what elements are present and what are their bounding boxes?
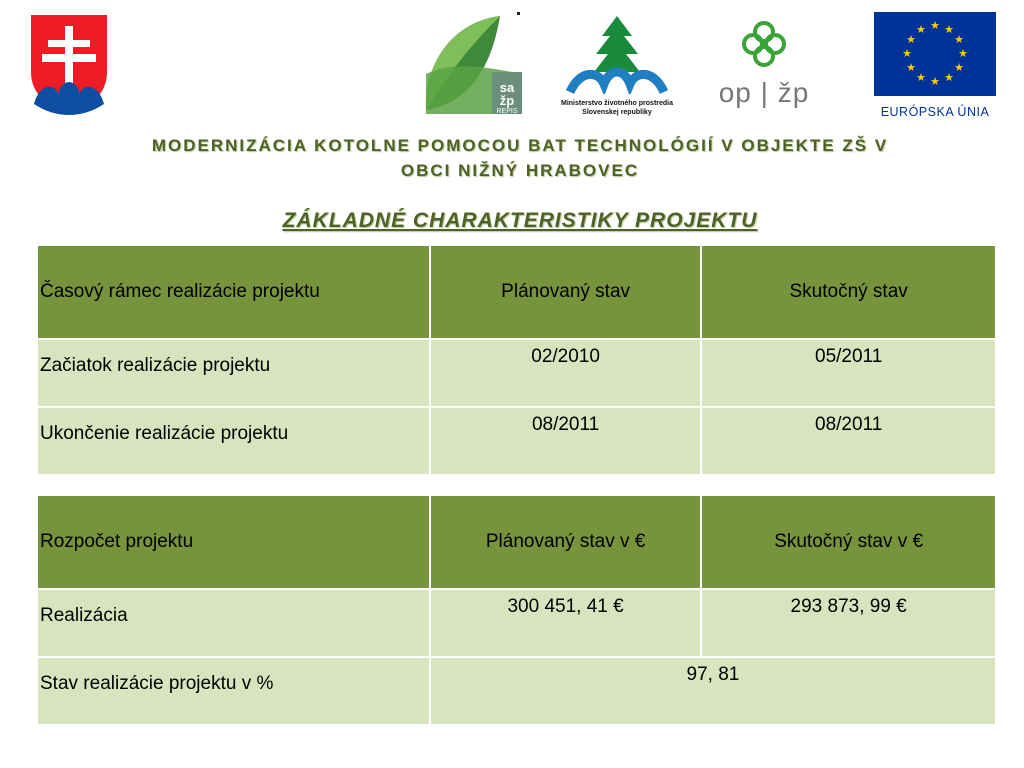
svg-text:★: ★ — [958, 47, 968, 60]
opzp-logo — [700, 20, 828, 110]
planned-value: 08/2011 — [430, 407, 701, 475]
clover-icon — [700, 20, 828, 72]
ministry-tree-icon — [558, 14, 676, 94]
header-cell: Plánovaný stav v € — [430, 495, 701, 589]
svg-text:★: ★ — [944, 23, 954, 36]
ministry-logo — [558, 14, 676, 114]
row-label: Ukončenie realizácie projektu — [37, 407, 430, 475]
decorative-dot — [517, 12, 520, 15]
actual-value: 293 873, 99 € — [701, 589, 996, 657]
svg-text:★: ★ — [930, 19, 940, 32]
svg-text:★: ★ — [916, 23, 926, 36]
svg-text:★: ★ — [954, 33, 964, 46]
page-title — [60, 133, 980, 183]
svg-text:žp: žp — [499, 93, 515, 108]
table-row — [37, 589, 996, 657]
row-label: Stav realizácie projektu v % — [37, 657, 430, 725]
table-header-row — [37, 495, 996, 589]
planned-value: 300 451, 41 € — [430, 589, 701, 657]
table-row — [37, 339, 996, 407]
table-header-row — [37, 245, 996, 339]
completion-percent: 97, 81 — [430, 657, 996, 725]
svg-text:★: ★ — [906, 33, 916, 46]
header-cell: Skutočný stav — [701, 245, 996, 339]
actual-value: 08/2011 — [701, 407, 996, 475]
svg-text:★: ★ — [916, 71, 926, 84]
header-cell: Plánovaný stav — [430, 245, 701, 339]
ministry-name-line1: Ministerstvo životného prostredia — [560, 100, 674, 107]
planned-value: 02/2010 — [430, 339, 701, 407]
ministry-name-line2: Slovenskej republiky — [582, 109, 652, 116]
svg-text:★: ★ — [902, 47, 912, 60]
eu-flag-icon — [874, 12, 996, 96]
actual-value: 05/2011 — [701, 339, 996, 407]
svg-text:★: ★ — [944, 71, 954, 84]
header-cell: Časový rámec realizácie projektu — [37, 245, 430, 339]
table-row — [37, 407, 996, 475]
row-label: Realizácia — [37, 589, 430, 657]
section-subtitle: ZÁKLADNÉ CHARAKTERISTIKY PROJEKTU — [282, 209, 758, 232]
svg-text:sa: sa — [499, 80, 515, 95]
slovak-coat-of-arms-icon — [28, 12, 110, 116]
opzp-text: op | žp — [718, 77, 810, 108]
budget-table — [36, 494, 997, 726]
timeline-table — [36, 244, 997, 476]
title-line-1: MODERNIZÁCIA KOTOLNE POMOCOU BAT TECHNOLÓGIÍ V OBJEKTE ZŠ V — [151, 136, 889, 155]
svg-text:★: ★ — [906, 61, 916, 74]
header-cell: Skutočný stav v € — [701, 495, 996, 589]
row-label: Začiatok realizácie projektu — [37, 339, 430, 407]
svg-text:REPIS: REPIS — [496, 108, 518, 114]
header-cell: Rozpočet projektu — [37, 495, 430, 589]
svg-text:★: ★ — [930, 75, 940, 88]
eu-logo — [874, 12, 996, 119]
table-row — [37, 657, 996, 725]
sazp-repis-logo — [422, 14, 522, 114]
svg-text:★: ★ — [954, 61, 964, 74]
eu-label: EURÓPSKA ÚNIA — [880, 105, 990, 119]
title-line-2: OBCI NIŽNÝ HRABOVEC — [400, 161, 640, 180]
